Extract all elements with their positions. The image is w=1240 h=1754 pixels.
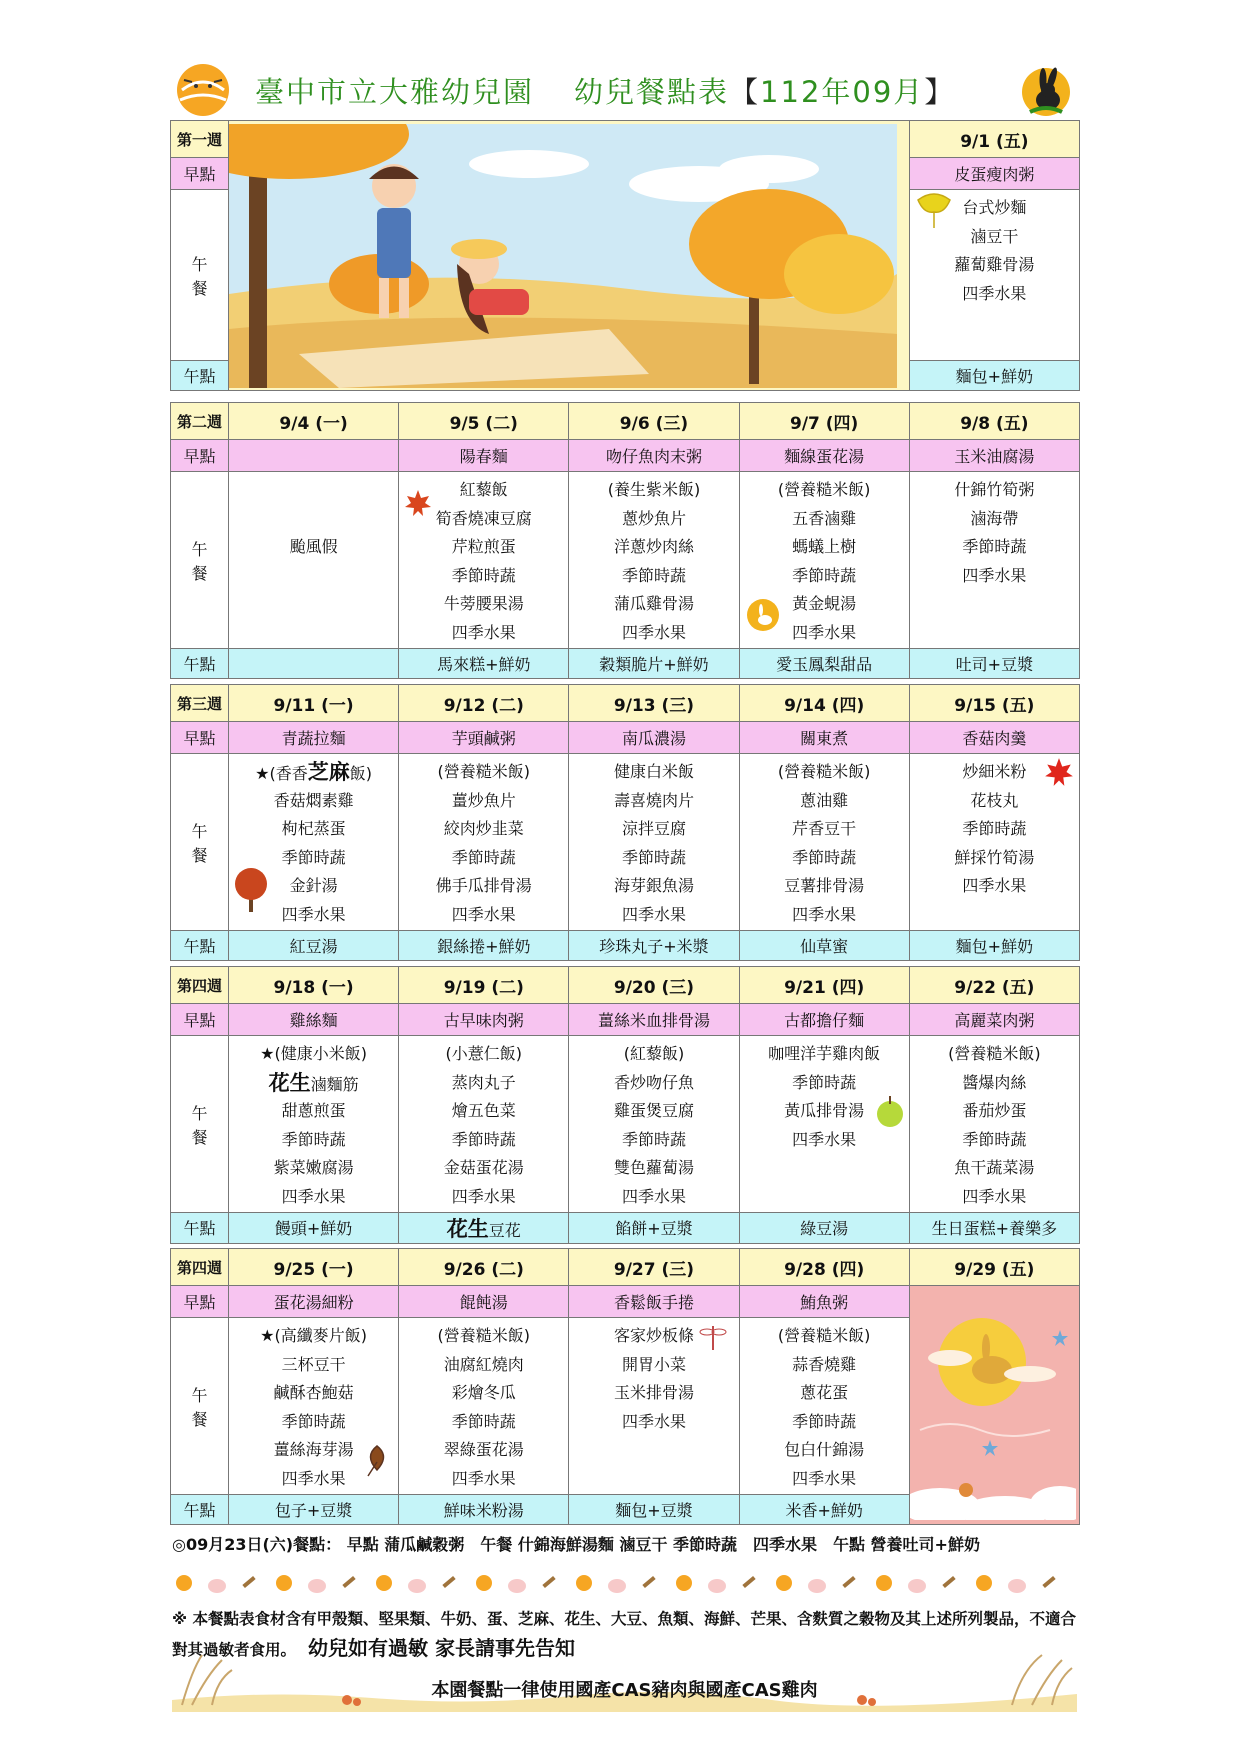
- dish: 鮮採竹筍湯: [954, 847, 1035, 867]
- dish: 魚干蔬菜湯: [954, 1158, 1035, 1178]
- dish: 香菇燜素雞: [273, 790, 354, 810]
- menu-name: 幼兒餐點表: [574, 75, 730, 109]
- dish: 四季水果: [451, 904, 516, 924]
- day-lunch: [229, 754, 399, 931]
- breakfast-label: 早點: [171, 1286, 229, 1318]
- autumn-tree-icon: [233, 866, 269, 912]
- saturday-meal-note: ◎09月23日(六)餐點： 早點 蒲瓜鹹穀粥 午餐 什錦海鮮湯麵 滷豆干 季節時蔬 四季水果 午點 營養吐司+鮮奶: [172, 1535, 980, 1554]
- lunch-label-1: 午: [191, 1385, 208, 1405]
- dish: 四季水果: [792, 622, 857, 642]
- day-snack: 愛玉鳳梨甜品: [739, 648, 909, 678]
- dish: 醬爆肉絲: [962, 1072, 1027, 1092]
- dish: 四季水果: [621, 1411, 686, 1431]
- day-date: 9/8 (五): [909, 403, 1079, 440]
- day-breakfast: 麵線蛋花湯: [739, 440, 909, 472]
- week-label: 第三週: [171, 685, 229, 722]
- lunch-label: [171, 472, 229, 649]
- week-label: 第四週: [171, 1249, 229, 1286]
- dish: 四季水果: [962, 876, 1027, 896]
- moon-festival-illustration: [909, 1286, 1079, 1525]
- day-lunch: [569, 754, 739, 931]
- bracket-close: 】: [924, 75, 956, 109]
- day-date: 9/12 (二): [399, 685, 569, 722]
- dish: 牛蒡腰果湯: [443, 594, 524, 614]
- dish: 彩燴冬瓜: [451, 1383, 516, 1403]
- day-date: 9/29 (五): [909, 1249, 1079, 1286]
- dish: 季節時蔬: [451, 1411, 516, 1431]
- day-lunch: [399, 1318, 569, 1495]
- dish: 雙色蘿蔔湯: [613, 1158, 694, 1178]
- day-snack: 珍珠丸子+米漿: [569, 930, 739, 960]
- lunch-label-2: 餐: [191, 279, 208, 298]
- lunch-label-1: 午: [191, 539, 208, 559]
- day-breakfast: 芋頭鹹粥: [399, 722, 569, 754]
- dish: (紅藜飯): [623, 1044, 685, 1063]
- day-breakfast: 蛋花湯細粉: [229, 1286, 399, 1318]
- day-breakfast: 古都擔仔麵: [739, 1004, 909, 1036]
- dish: (營養糙米飯): [437, 1326, 531, 1345]
- cas-meat-notice: 本園餐點一律使用國產CAS豬肉與國產CAS雞肉: [431, 1680, 818, 1701]
- day-date: 9/20 (三): [569, 967, 739, 1004]
- dish: 番茄炒蛋: [962, 1101, 1027, 1121]
- day-snack: 米香+鮮奶: [739, 1494, 909, 1524]
- breakfast-label: 早點: [171, 722, 229, 754]
- moon-rabbit-small-icon: [746, 598, 780, 632]
- day-breakfast: 南瓜濃湯: [569, 722, 739, 754]
- dish: 涼拌豆腐: [621, 819, 686, 839]
- day-breakfast: 青蔬拉麵: [229, 722, 399, 754]
- snack-label: 午點: [171, 1212, 229, 1243]
- day-snack: [229, 648, 399, 678]
- dish: 季節時蔬: [792, 1072, 857, 1092]
- day-date: 9/25 (一): [229, 1249, 399, 1286]
- day-date: 9/7 (四): [739, 403, 909, 440]
- dish: (養生紫米飯): [607, 480, 701, 499]
- lunch-label-2: 餐: [191, 1127, 208, 1147]
- dish: 豆薯排骨湯: [784, 876, 865, 896]
- dish: 什錦竹筍粥: [954, 480, 1035, 499]
- dish: (營養糙米飯): [948, 1044, 1041, 1063]
- day-lunch: [909, 1036, 1079, 1213]
- week-1-table: [170, 120, 1080, 391]
- autumn-picnic-illustration: [229, 121, 910, 391]
- week-label: 第一週: [171, 121, 229, 158]
- dish: 甜蔥煎蛋: [281, 1101, 346, 1121]
- dish: 絞肉炒韭菜: [443, 819, 524, 839]
- lunch-label-1: 午: [191, 821, 208, 841]
- emphasized-ingredient: 花生: [268, 1070, 311, 1095]
- dish: 季節時蔬: [621, 565, 686, 585]
- breakfast-label: 早點: [171, 440, 229, 472]
- day-date: 9/11 (一): [229, 685, 399, 722]
- dish: 季節時蔬: [281, 1129, 346, 1149]
- dish: 枸杞蒸蛋: [281, 819, 346, 839]
- dish: 四季水果: [962, 1186, 1027, 1206]
- dish: 蔥花蛋: [800, 1383, 849, 1403]
- dish: 花枝丸: [970, 790, 1019, 810]
- snack-label: 午點: [171, 361, 229, 391]
- dish: 金菇蛋花湯: [443, 1158, 524, 1178]
- dish: ★(香香芝麻飯): [255, 760, 373, 784]
- day-lunch: [569, 1036, 739, 1213]
- day-breakfast: 吻仔魚肉末粥: [569, 440, 739, 472]
- brown-leaf-icon: [362, 1444, 392, 1478]
- day-lunch: [909, 472, 1079, 649]
- dish: (營養糙米飯): [777, 762, 871, 781]
- dish: 油腐紅燒肉: [443, 1354, 524, 1374]
- sun-bunny-logo-icon: [174, 60, 232, 118]
- day-lunch: [229, 472, 399, 649]
- week-3-table: [170, 684, 1080, 961]
- dish: (小薏仁飯): [445, 1044, 523, 1063]
- day-date: 9/13 (三): [569, 685, 739, 722]
- dish: 季節時蔬: [621, 1129, 686, 1149]
- dish: 香炒吻仔魚: [613, 1072, 694, 1092]
- day-snack: 麵包+豆漿: [569, 1494, 739, 1524]
- dish: 季節時蔬: [281, 847, 346, 867]
- day-lunch: [569, 472, 739, 649]
- dish: 壽喜燒肉片: [613, 790, 694, 810]
- breakfast-label: 早點: [171, 158, 229, 190]
- day-date: 9/19 (二): [399, 967, 569, 1004]
- dish: 開胃小菜: [621, 1354, 686, 1374]
- allergy-warning: 幼兒如有過敏 家長請事先告知: [308, 1636, 575, 1660]
- day-lunch: [739, 1036, 909, 1213]
- lunch-label-2: 餐: [191, 563, 208, 583]
- dish: 燴五色菜: [451, 1101, 516, 1121]
- dish: 紫菜嫩腐湯: [273, 1158, 354, 1178]
- day-lunch: [399, 472, 569, 649]
- dish: 四季水果: [281, 1468, 346, 1488]
- dish: ★(健康小米飯): [260, 1044, 368, 1063]
- school-name: 臺中市立大雅幼兒園: [255, 75, 535, 109]
- day-date: 9/1 (五): [909, 121, 1079, 158]
- day-breakfast: 皮蛋瘦肉粥: [909, 158, 1079, 190]
- dish: 黃瓜排骨湯: [784, 1101, 865, 1121]
- day-date: 9/21 (四): [739, 967, 909, 1004]
- dish: 季節時蔬: [792, 565, 857, 585]
- day-date: 9/22 (五): [909, 967, 1079, 1004]
- dish: 季節時蔬: [962, 819, 1027, 839]
- dish: 花生滷麵筋: [268, 1070, 359, 1095]
- dish: 季節時蔬: [621, 847, 686, 867]
- dish: 洋蔥炒肉絲: [613, 537, 694, 557]
- lunch-label-1: 午: [191, 1103, 208, 1123]
- day-date: 9/4 (一): [229, 403, 399, 440]
- dish: 四季水果: [621, 1186, 686, 1206]
- day-lunch: [399, 754, 569, 931]
- dish: 季節時蔬: [451, 565, 516, 585]
- dish: 季節時蔬: [962, 1129, 1027, 1149]
- day-date: 9/26 (二): [399, 1249, 569, 1286]
- dish: (營養糙米飯): [777, 1326, 871, 1345]
- dish: 芹香豆干: [792, 819, 857, 839]
- day-date: 9/18 (一): [229, 967, 399, 1004]
- dish: 金針湯: [289, 876, 338, 896]
- maple-leaf-icon: [1043, 756, 1075, 788]
- moon-rabbit-icon: [1018, 62, 1074, 118]
- dish: 雞蛋煲豆腐: [613, 1101, 694, 1121]
- day-snack: 麵包+鮮奶: [909, 930, 1079, 960]
- day-breakfast: 薑絲米血排骨湯: [569, 1004, 739, 1036]
- lunch-label-2: 餐: [191, 1409, 208, 1429]
- dish: 滷豆干: [970, 226, 1019, 246]
- dish: 四季水果: [962, 283, 1027, 303]
- dish: 四季水果: [281, 904, 346, 924]
- day-lunch: [229, 1036, 399, 1213]
- day-breakfast: 陽春麵: [399, 440, 569, 472]
- snack-label: 午點: [171, 1494, 229, 1524]
- dish: 炒細米粉: [962, 762, 1027, 781]
- dish: 玉米排骨湯: [613, 1383, 694, 1403]
- day-breakfast: 關東煮: [739, 722, 909, 754]
- dish: 四季水果: [792, 1129, 857, 1149]
- day-snack: 鮮味米粉湯: [399, 1494, 569, 1524]
- dish: 健康白米飯: [613, 762, 694, 781]
- dish: 季節時蔬: [451, 847, 516, 867]
- week-label: 第四週: [171, 967, 229, 1004]
- day-breakfast: 玉米油腐湯: [909, 440, 1079, 472]
- lunch-label: [171, 190, 229, 361]
- breakfast-label: 早點: [171, 1004, 229, 1036]
- emphasized-ingredient: 花生: [446, 1216, 489, 1241]
- day-date: 9/15 (五): [909, 685, 1079, 722]
- day-lunch: [569, 1318, 739, 1495]
- dish: 季節時蔬: [962, 537, 1027, 557]
- dish: 鹹酥杏鮑菇: [273, 1383, 354, 1403]
- day-lunch: [739, 472, 909, 649]
- dish: 蘿蔔雞骨湯: [954, 255, 1035, 275]
- snack-label: 午點: [171, 930, 229, 960]
- dish: 筍香燒凍豆腐: [435, 508, 532, 528]
- day-lunch: [399, 1036, 569, 1213]
- day-date: 9/27 (三): [569, 1249, 739, 1286]
- day-breakfast: 香鬆飯手捲: [569, 1286, 739, 1318]
- day-snack: 紅豆湯: [229, 930, 399, 960]
- week-2-table: [170, 402, 1080, 679]
- page-header: [170, 60, 1080, 120]
- day-snack: 生日蛋糕+養樂多: [909, 1212, 1079, 1243]
- dish: 芹粒煎蛋: [451, 537, 516, 557]
- day-date: 9/6 (三): [569, 403, 739, 440]
- day-breakfast: 高麗菜肉粥: [909, 1004, 1079, 1036]
- day-snack: 仙草蜜: [739, 930, 909, 960]
- dish: 螞蟻上樹: [792, 537, 857, 557]
- dish: [229, 476, 398, 505]
- day-date: 9/14 (四): [739, 685, 909, 722]
- bracket-open: 【: [729, 75, 761, 109]
- day-breakfast: 餛飩湯: [399, 1286, 569, 1318]
- dish: 佛手瓜排骨湯: [435, 876, 532, 896]
- day-date: 9/28 (四): [739, 1249, 909, 1286]
- dish: 薑炒魚片: [451, 790, 516, 810]
- dish: 四季水果: [451, 1186, 516, 1206]
- picnic-illustration-icon: [229, 124, 897, 388]
- day-snack: 吐司+豆漿: [909, 648, 1079, 678]
- dish: 四季水果: [962, 565, 1027, 585]
- emphasized-ingredient: 芝麻: [307, 760, 350, 784]
- dish: 客家炒板條: [613, 1326, 694, 1345]
- dragonfly-icon: [699, 1322, 727, 1352]
- dish: 季節時蔬: [281, 1411, 346, 1431]
- lunch-label-1: 午: [191, 255, 208, 274]
- day-breakfast: 雞絲麵: [229, 1004, 399, 1036]
- day-date: 9/5 (二): [399, 403, 569, 440]
- dish: 蔥油雞: [800, 790, 849, 810]
- dish: 四季水果: [621, 904, 686, 924]
- page-title: [255, 70, 955, 111]
- day-snack: 穀類脆片+鮮奶: [569, 648, 739, 678]
- day-lunch: [909, 754, 1079, 931]
- dish: 包白什錦湯: [784, 1440, 865, 1460]
- typhoon-holiday: 颱風假: [289, 537, 338, 557]
- dish: 季節時蔬: [792, 847, 857, 867]
- dish: 四季水果: [281, 1186, 346, 1206]
- dish: 蒜香燒雞: [792, 1354, 857, 1374]
- lunch-label: [171, 1036, 229, 1213]
- week-4-table: [170, 966, 1080, 1244]
- dish: 三杯豆干: [281, 1354, 346, 1374]
- dish: (營養糙米飯): [777, 480, 871, 499]
- day-snack: 馬來糕+鮮奶: [399, 648, 569, 678]
- dish: 四季水果: [792, 904, 857, 924]
- day-breakfast: [229, 440, 399, 472]
- menu-period: 112年09月: [760, 75, 925, 109]
- dish: 薑絲海芽湯: [273, 1440, 354, 1460]
- day-breakfast: 香菇肉羹: [909, 722, 1079, 754]
- dish: 四季水果: [621, 622, 686, 642]
- day-snack: 包子+豆漿: [229, 1494, 399, 1524]
- dish: 台式炒麵: [962, 198, 1027, 217]
- day-lunch: [229, 1318, 399, 1495]
- dish: 四季水果: [792, 1468, 857, 1488]
- dish: (營養糙米飯): [437, 762, 531, 781]
- maple-leaf-icon: [403, 488, 433, 518]
- dish: 翠綠蛋花湯: [443, 1440, 524, 1460]
- day-lunch: [739, 754, 909, 931]
- dish: 滷海帶: [970, 508, 1019, 528]
- day-snack: 麵包+鮮奶: [909, 361, 1079, 391]
- week-label: 第二週: [171, 403, 229, 440]
- lunch-label: [171, 754, 229, 931]
- apple-icon: [875, 1094, 905, 1128]
- day-breakfast: 鮪魚粥: [739, 1286, 909, 1318]
- bunny-border-icon: [172, 1570, 1077, 1596]
- lunch-label: [171, 1318, 229, 1495]
- day-snack: 饅頭+鮮奶: [229, 1212, 399, 1243]
- lunch-label-2: 餐: [191, 845, 208, 865]
- dish: 蒸肉丸子: [451, 1072, 516, 1092]
- dish: 黃金蜆湯: [792, 594, 857, 614]
- day-breakfast: 古早味肉粥: [399, 1004, 569, 1036]
- dish: 四季水果: [451, 622, 516, 642]
- dish: 五香滷雞: [792, 508, 857, 528]
- dish: 季節時蔬: [792, 1411, 857, 1431]
- dish: 四季水果: [451, 1468, 516, 1488]
- dish: 咖哩洋芋雞肉飯: [768, 1044, 881, 1063]
- dish: 蔥炒魚片: [621, 508, 686, 528]
- day-lunch: [909, 190, 1079, 361]
- ginkgo-leaf-icon: [914, 192, 954, 230]
- allergy-text: ※ 本餐點表食材含有甲殼類、堅果類、牛奶、蛋、芝麻、花生、大豆、魚類、海鮮、芒果、含麩質之穀物及其上述所列製品，不適合對其過敏者食用。: [172, 1610, 1076, 1659]
- day-snack: 綠豆湯: [739, 1212, 909, 1243]
- dish: 蒲瓜雞骨湯: [613, 594, 694, 614]
- day-snack: 餡餅+豆漿: [569, 1212, 739, 1243]
- week-5-table: [170, 1248, 1080, 1525]
- dish: 海芽銀魚湯: [613, 876, 694, 896]
- dish: 紅藜飯: [459, 480, 508, 499]
- day-lunch: [739, 1318, 909, 1495]
- dish: ★(高纖麥片飯): [260, 1326, 368, 1345]
- footer: [172, 1650, 1077, 1712]
- moon-rabbit-clouds-icon: [910, 1290, 1076, 1520]
- dish: [229, 505, 398, 534]
- day-snack: 花生豆花: [399, 1212, 569, 1243]
- dish: 季節時蔬: [451, 1129, 516, 1149]
- day-snack: 銀絲捲+鮮奶: [399, 930, 569, 960]
- snack-label: 午點: [171, 648, 229, 678]
